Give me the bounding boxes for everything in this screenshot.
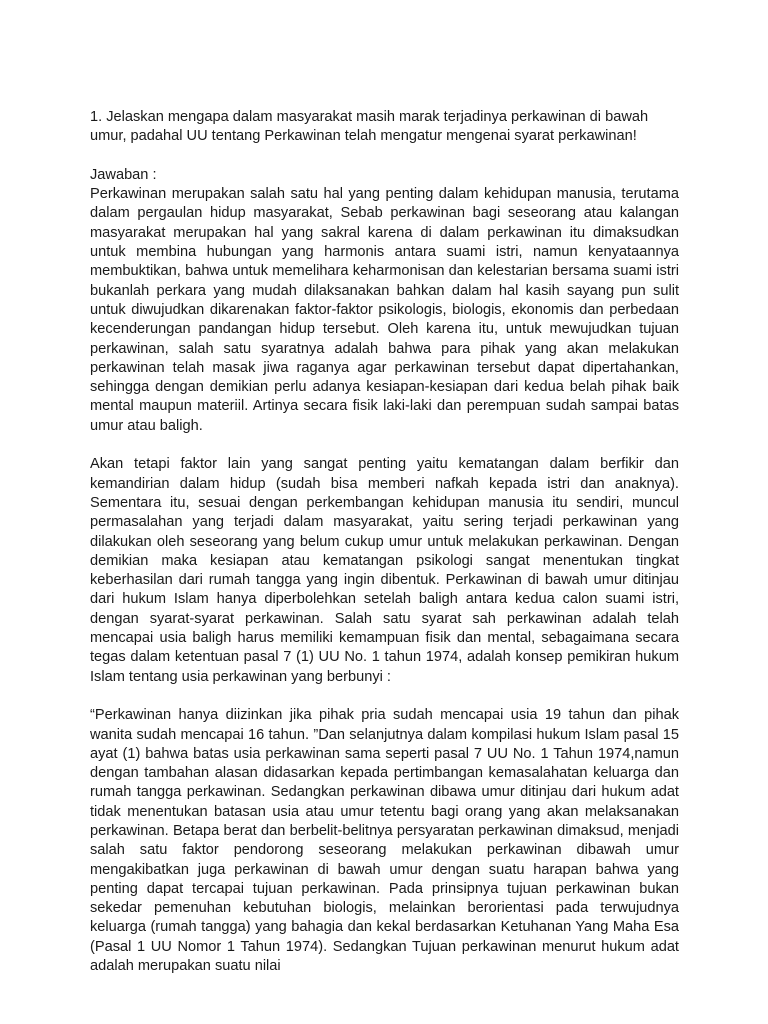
answer-paragraph-3: “Perkawinan hanya diizinkan jika pihak pria sudah mencapai usia 19 tahun dan pihak wanita sudah mencapai 16 tahun. ”Dan selanjutnya dalam kompilasi hukum Islam pasal 15 ayat (1) bahwa batas usia perkawinan sama seperti pasal 7 UU No. 1 Tahun 1974,namun dengan tambahan alasan didasarkan kepada pertimbangan kemasalahatan keluarga dan rumah tangga perkawinan. Sedangkan perkawinan dibawa umur ditinjau dari hukum adat tidak menentukan batasan usia atau umur tetentu bagi orang yang akan melaksanakan perkawinan. Betapa berat dan berbelit-belitnya persyaratan perkawinan dimaksud, menjadi salah satu faktor pendorong seseorang melakukan perkawinan dibawah umur mengakibatkan juga perkawinan di bawah umur dengan suatu harapan bahwa yang penting dapat tercapai tujuan perkawinan. Pada prinsipnya tujuan perkawinan bukan sekedar pemenuhan kebutuhan biologis, melainkan berorientasi pada terwujudnya keluarga (rumah tangga) yang bahagia dan kekal berdasarkan Ketuhanan Yang Maha Esa (Pasal 1 UU Nomor 1 Tahun 1974). Sedangkan Tujuan perkawinan menurut hukum adat adalah merupakan suatu nilai — [90, 707, 679, 975]
answer-paragraph-1: Perkawinan merupakan salah satu hal yang penting dalam kehidupan manusia, terutama dalam pergaulan hidup masyarakat, Sebab perkawinan bagi seseorang atau kalangan masyarakat merupakan hal yang sakral karena di dalam perkawinan itu dimaksudkan untuk membina hubungan yang harmonis antara suami istri, namun kenyataannya membuktikan, bahwa untuk memelihara keharmonisan dan kelestarian bersama suami istri bukanlah perkara yang mudah dilaksanakan bahkan dalam hal kasih sayang pun sulit untuk diwujudkan dikarenakan faktor-faktor psikologis, biologis, ekonomis dan perbedaan kecenderungan pandangan hidup tersebut. Oleh karena itu, untuk mewujudkan tujuan perkawinan, salah satu syaratnya adalah bahwa para pihak yang akan melakukan perkawinan telah masak jiwa raganya agar perkawinan tersebut dapat dipertahankan, sehingga dengan demikian perlu adanya kesiapan-kesiapan dari kedua belah pihak baik mental maupun materiil. Artinya secara fisik laki-laki dan perempuan sudah sampai batas umur atau baligh. — [90, 186, 679, 434]
answer-label: Jawaban : — [90, 166, 157, 183]
answer-paragraph-2: Akan tetapi faktor lain yang sangat penting yaitu kematangan dalam berfikir dan kemandirian dalam hidup (sudah bisa memberi nafkah kepada istri dan anaknya). Sementara itu, sesuai dengan perkembangan kehidupan manusia itu sendiri, muncul permasalahan yang terjadi dalam masyarakat, yaitu sering terjadi perkawinan yang dilakukan oleh seseorang yang belum cukup umur untuk melakukan perkawinan. Dengan demikian maka kesiapan atau kematangan psikologi sangat menentukan tingkat keberhasilan dari rumah tangga yang ingin dibentuk. Perkawinan di bawah umur ditinjau dari hukum Islam hanya diperbolehkan setelah baligh antara kedua calon suami istri, dengan syarat-syarat perkawinan. Salah satu syarat sah perkawinan adalah telah mencapai usia baligh harus memiliki kemampuan fisik dan mental, sebagaimana secara tegas dalam ketentuan pasal 7 (1) UU No. 1 tahun 1974, adalah konsep pemikiran hukum Islam tentang usia perkawinan yang berbunyi : — [90, 456, 679, 685]
document-body — [90, 108, 679, 996]
question-text: 1. Jelaskan mengapa dalam masyarakat masih marak terjadinya perkawinan di bawah umur, padahal UU tentang Perkawinan telah mengatur mengenai syarat perkawinan! — [90, 109, 649, 145]
